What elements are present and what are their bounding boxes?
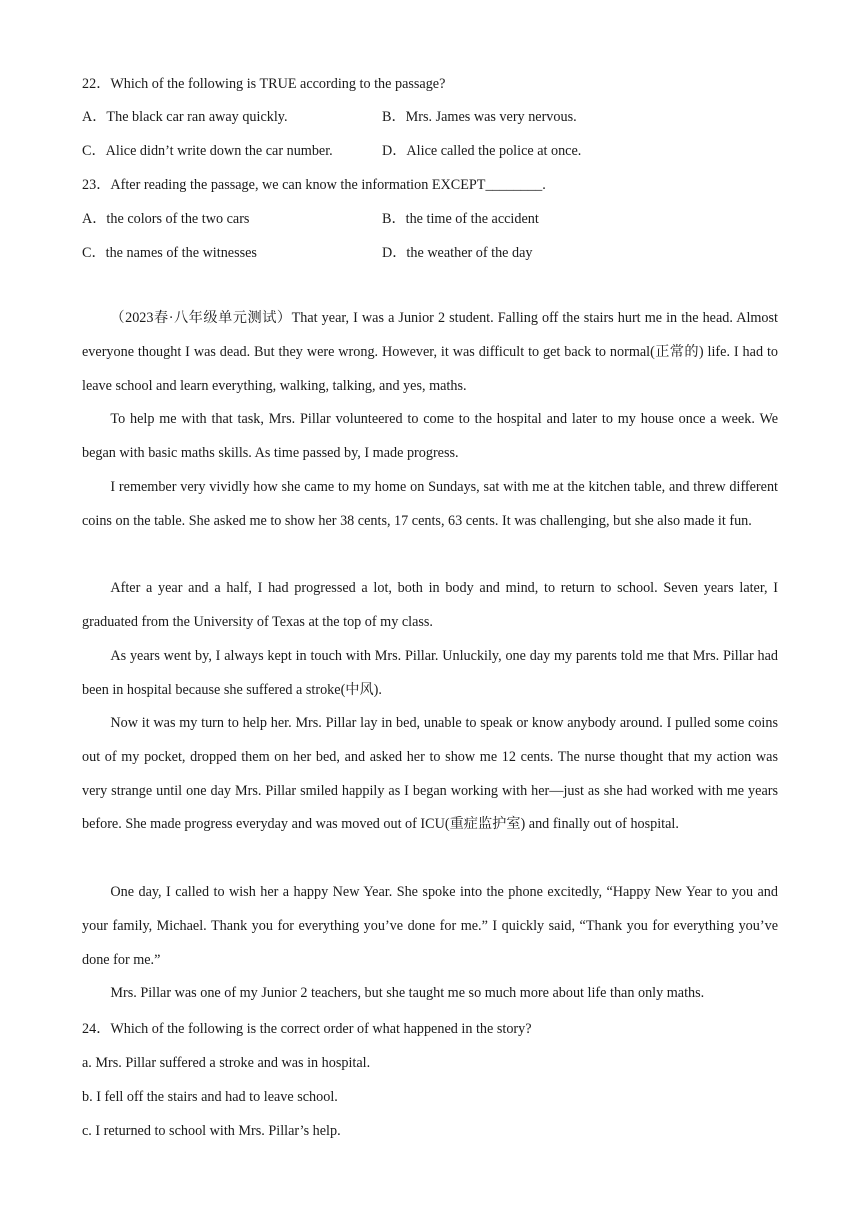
question-23-stem: 23．After reading the passage, we can know the information EXCEPT________. bbox=[82, 177, 546, 193]
question-24-stem: 24．Which of the following is the correct order of what happened in the story? bbox=[82, 1021, 532, 1037]
question-22-option-c: C．Alice didn’t write down the car number. bbox=[82, 143, 333, 159]
passage-paragraph-6: Now it was my turn to help her. Mrs. Pillar lay in bed, unable to speak or know anybody around. I pulled some coins out of my pocket, dropped them on her bed, and asked her to show me 12 cents. The nurse thought that my action was very strange until one day Mrs. Pillar smiled happily as I began working with her—just as she had worked with me years before. She made progress everyday and was moved out of ICU(重症监护室) and finally out of hospital. bbox=[82, 715, 778, 833]
question-23-option-c: C．the names of the witnesses bbox=[82, 245, 257, 261]
passage-paragraph-8: Mrs. Pillar was one of my Junior 2 teachers, but she taught me so much more about life than only maths. bbox=[110, 985, 705, 1001]
question-24-item-c: c. I returned to school with Mrs. Pillar’s help. bbox=[82, 1123, 341, 1139]
question-23-option-a: A．the colors of the two cars bbox=[82, 211, 250, 227]
passage-paragraph-1: （2023春·八年级单元测试）That year, I was a Junior 2 student. Falling off the stairs hurt me in the head. Almost everyone thought I was dead. But they were wrong. However, it was difficult to get back to normal(正常的) life. I had to leave school and learn everything, walking, talking, and yes, maths. bbox=[82, 310, 778, 394]
question-23-option-d: D．the weather of the day bbox=[382, 245, 533, 261]
question-24-item-b: b. I fell off the stairs and had to leave school. bbox=[82, 1089, 338, 1105]
question-22-option-b: B．Mrs. James was very nervous. bbox=[382, 109, 577, 125]
passage-paragraph-2: To help me with that task, Mrs. Pillar volunteered to come to the hospital and later to my house once a week. We began with basic maths skills. As time passed by, I made progress. bbox=[82, 411, 778, 461]
question-23-option-b: B．the time of the accident bbox=[382, 211, 539, 227]
passage-paragraph-4: After a year and a half, I had progressed a lot, both in body and mind, to return to school. Seven years later, I graduated from the University of Texas at the top of my class. bbox=[82, 580, 778, 630]
question-22-stem: 22．Which of the following is TRUE according to the passage? bbox=[82, 76, 446, 92]
passage-paragraph-7: One day, I called to wish her a happy New Year. She spoke into the phone excitedly, “Happy New Year to you and your family, Michael. Thank you for everything you’ve done for me.” I quickly said, “Thank you for everything you’ve done for me.” bbox=[82, 884, 778, 968]
passage-paragraph-3: I remember very vividly how she came to my home on Sundays, sat with me at the kitchen table, and threw different coins on the table. She asked me to show her 38 cents, 17 cents, 63 cents. It was challenging, but she also made it fun. bbox=[82, 479, 778, 529]
question-24-item-a: a. Mrs. Pillar suffered a stroke and was in hospital. bbox=[82, 1055, 371, 1071]
passage-paragraph-5: As years went by, I always kept in touch with Mrs. Pillar. Unluckily, one day my parents told me that Mrs. Pillar had been in hospital because she suffered a stroke(中风). bbox=[82, 648, 778, 698]
question-22-option-d: D．Alice called the police at once. bbox=[382, 143, 582, 159]
question-22-option-a: A．The black car ran away quickly. bbox=[82, 109, 288, 125]
